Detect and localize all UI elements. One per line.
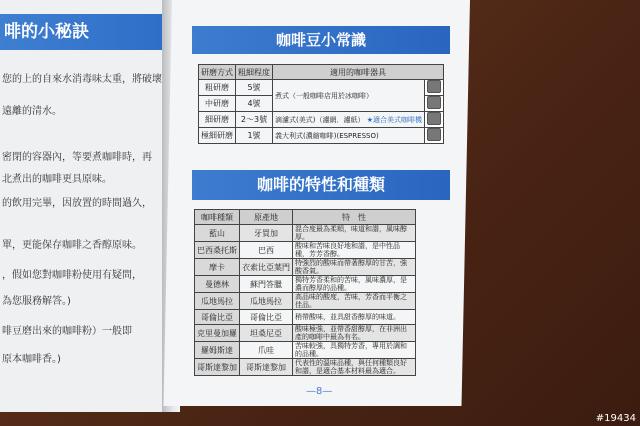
left-page-title: 啡的小秘訣: [0, 14, 168, 50]
left-line: 您的上的自來水消毒味太重，將破壞: [2, 74, 162, 85]
left-line: 為您服務解答。): [2, 296, 71, 307]
left-line: 啡豆磨出來的咖啡粉）一般即: [2, 326, 132, 337]
espresso-machine-icon: [427, 128, 441, 141]
table-header: 研磨方式: [199, 65, 236, 80]
table-row: 曼德林 蘇門答臘 獨特芳香柔和的苦味，風味濃厚，是濃而醇厚的品種。: [195, 276, 416, 293]
left-line: 遠離的清水。: [2, 106, 62, 117]
table-header: 原產地: [240, 210, 293, 225]
table-header: 咖啡種類: [195, 210, 240, 225]
watermark: #19434: [595, 413, 636, 424]
table-row: 細研磨 2～3號 滴濾式(美式)（濾網．濾紙） ★適合美式咖啡機: [199, 112, 444, 128]
section-title-grinding: 咖啡豆小常識: [192, 26, 450, 54]
drip-kettle-icon: [427, 96, 441, 109]
left-line: 原本咖啡香。): [2, 354, 61, 365]
grinding-table: [198, 64, 444, 144]
table-header: 適用的咖啡器具: [273, 65, 444, 80]
table-row: 哥斯達黎加 哥斯達黎加 代表性的溫味品種，與任何種類良好和諧，是適合基本材料最為適合。: [195, 359, 416, 376]
coffee-types-table: [194, 209, 416, 376]
left-line: 密閉的容器內，等要煮咖啡時，再: [2, 152, 152, 163]
table-header: 特 性: [293, 210, 416, 225]
table-row: 中研磨 4號: [199, 96, 444, 112]
table-row: 瓜地馬拉 瓜地馬拉 高品味的酸度，苦味，芳香而平衡之佳品。: [195, 293, 416, 310]
coffee-pot-icon: [427, 80, 441, 93]
section-title-coffee-types: 咖啡的特性和種類: [192, 170, 450, 200]
table-row: 極細研磨 1號 義大利式(濃縮咖啡)(ESPRESSO): [199, 128, 444, 144]
table-row: 巴西桑托斯 巴西 酸味和苦味良好地和諧，是中性品種，芳芳香醇。: [195, 242, 416, 259]
table-row: 哥倫比亞 哥倫比亞 稍帶酸味，並具甜香醇厚的味道。: [195, 310, 416, 325]
table-row: 羅姆斯達 爪哇 苦味較強，具獨特芳香，專用於調和的品種。: [195, 342, 416, 359]
page-number: —8—: [306, 386, 333, 397]
table-header: 粗細程度: [236, 65, 273, 80]
left-page: [0, 0, 168, 412]
star-icon: ★: [366, 115, 373, 124]
table-row: 摩卡 衣索比亞葉門 特強烈的酸味而帶著醇厚的甘苦，強酸香氣。: [195, 259, 416, 276]
table-row: 藍山 牙買加 混合度最為柔順，味道和諧，風味醇厚。: [195, 225, 416, 242]
left-line: ，假如您對咖啡粉使用有疑問，: [2, 270, 142, 281]
table-row: 克里曼加羅 坦桑尼亞 酸味極強，並帶香甜醇厚，在非洲出產的咖啡中最為有名。: [195, 325, 416, 342]
left-line: 單，更能保存咖啡之香醇原味。: [2, 240, 142, 251]
table-row: 粗研磨 5號 煮式（一般咖啡店用於冰咖啡）: [199, 80, 444, 96]
left-line: 的飲用完畢，因放置的時間過久，: [2, 198, 152, 209]
left-line: 北煮出的咖啡更具原味。: [2, 174, 112, 185]
drip-machine-icon: [427, 112, 441, 125]
